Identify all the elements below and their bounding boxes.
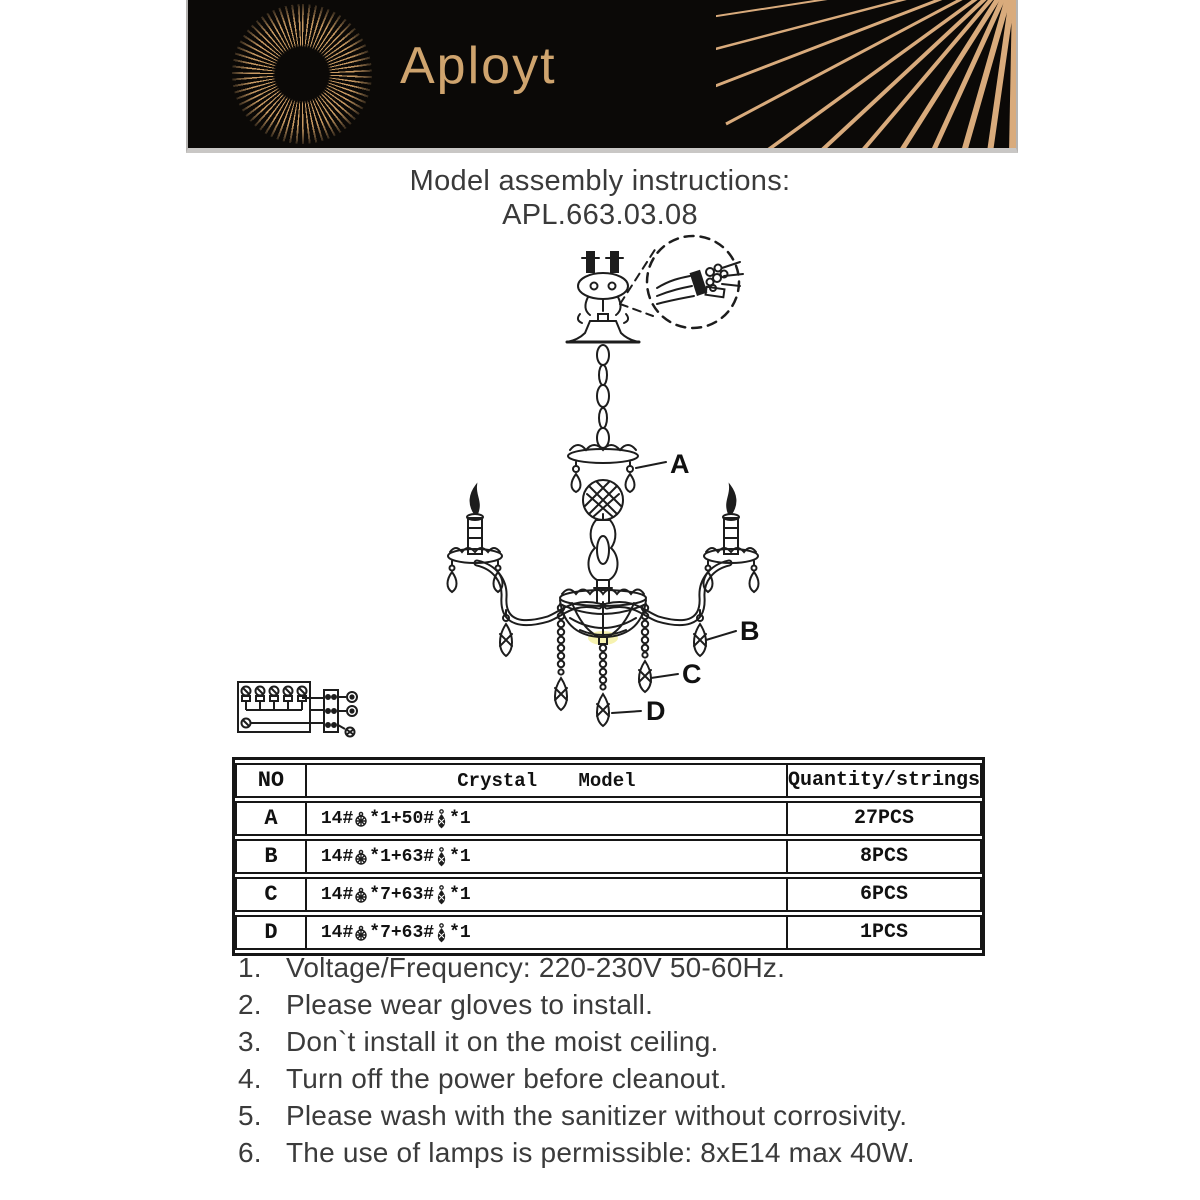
crystal-drop-icon — [435, 847, 448, 867]
instruction-item — [238, 990, 998, 1019]
left-arm — [477, 563, 599, 623]
crystal-bowl — [560, 590, 646, 646]
model-text: *7+63# — [369, 922, 435, 943]
corner-rays-icon — [716, 0, 1016, 150]
instruction-number: 1. — [238, 952, 262, 983]
crystal-bead-icon — [354, 811, 368, 827]
page-title: Model assembly instructions: — [409, 165, 791, 197]
part-label-d: D — [646, 696, 666, 726]
model-text: *1+50# — [369, 808, 435, 829]
crystal-bead-icon — [354, 849, 368, 865]
row-no: B — [235, 839, 307, 874]
instruction-number: 5. — [238, 1100, 262, 1131]
row-qty: 27PCS — [788, 801, 982, 836]
model-text: *1 — [449, 884, 471, 905]
table-row — [235, 915, 982, 950]
instructions-list — [238, 953, 998, 1175]
instruction-item — [238, 1101, 998, 1130]
model-text: 14# — [320, 808, 354, 829]
center-column — [583, 480, 623, 604]
header-qty: Quantity/strings — [788, 763, 982, 798]
model-text: 14# — [320, 922, 354, 943]
part-label-c: C — [682, 659, 702, 689]
instruction-text: Don`t install it on the moist ceiling. — [286, 1026, 719, 1057]
crystal-bead-icon — [354, 925, 368, 941]
instruction-text: Turn off the power before cleanout. — [286, 1063, 728, 1094]
chandelier-diagram — [410, 226, 790, 746]
center-bead-chain — [597, 645, 609, 726]
crown-bobeche — [568, 445, 638, 492]
part-label-a: A — [670, 449, 690, 479]
model-text: 14# — [320, 884, 354, 905]
model-text: *1 — [449, 922, 471, 943]
instruction-item — [238, 1064, 998, 1093]
row-model — [307, 839, 788, 874]
instruction-item — [238, 1027, 998, 1056]
leader-b — [706, 631, 736, 640]
part-label-b: B — [740, 616, 760, 646]
row-qty: 1PCS — [788, 915, 982, 950]
crystal-drop-icon — [435, 923, 448, 943]
model-text: *1 — [449, 846, 471, 867]
left-bead-chain — [555, 605, 567, 710]
instruction-text: Please wear gloves to install. — [286, 989, 654, 1020]
model-text: *7+63# — [369, 884, 435, 905]
crystal-drop-icon — [435, 885, 448, 905]
instruction-text: Voltage/Frequency: 220-230V 50-60Hz. — [286, 952, 786, 983]
leader-a — [636, 462, 666, 468]
row-no: C — [235, 877, 307, 912]
header-no: NO — [235, 763, 307, 798]
row-model — [307, 801, 788, 836]
header-model: Crystal Model — [307, 763, 788, 798]
crystal-bead-icon — [354, 887, 368, 903]
table-header-row — [235, 763, 982, 798]
parts-table — [232, 757, 985, 956]
brand-banner — [186, 0, 1018, 153]
hanging-chain — [597, 345, 609, 448]
crystal-drop-icon — [435, 809, 448, 829]
instruction-number: 4. — [238, 1063, 262, 1094]
row-no: A — [235, 801, 307, 836]
row-model — [307, 877, 788, 912]
instruction-item — [238, 1138, 998, 1167]
model-text: *1 — [449, 808, 471, 829]
instruction-number: 3. — [238, 1026, 262, 1057]
ceiling-bracket — [578, 252, 628, 323]
table-row — [235, 801, 982, 836]
instruction-item — [238, 953, 998, 982]
model-text: 14# — [320, 846, 354, 867]
row-qty: 8PCS — [788, 839, 982, 874]
instruction-text: The use of lamps is permissible: 8xE14 max 40W. — [286, 1137, 915, 1168]
brand-name: Aployt — [400, 37, 557, 95]
right-arm — [607, 563, 729, 623]
wire-connection-callout — [620, 236, 743, 328]
wiring-diagram — [236, 676, 368, 742]
model-number: APL.663.03.08 — [502, 199, 698, 231]
row-qty: 6PCS — [788, 877, 982, 912]
row-no: D — [235, 915, 307, 950]
instruction-number: 6. — [238, 1137, 262, 1168]
table-row — [235, 839, 982, 874]
instruction-text: Please wash with the sanitizer without corrosivity. — [286, 1100, 908, 1131]
leader-d — [612, 711, 641, 713]
instruction-number: 2. — [238, 989, 262, 1020]
leader-c — [651, 674, 678, 678]
row-model — [307, 915, 788, 950]
terminal-screws — [242, 687, 307, 728]
model-text: *1+63# — [369, 846, 435, 867]
sunburst-logo-icon — [232, 4, 372, 144]
table-row — [235, 877, 982, 912]
